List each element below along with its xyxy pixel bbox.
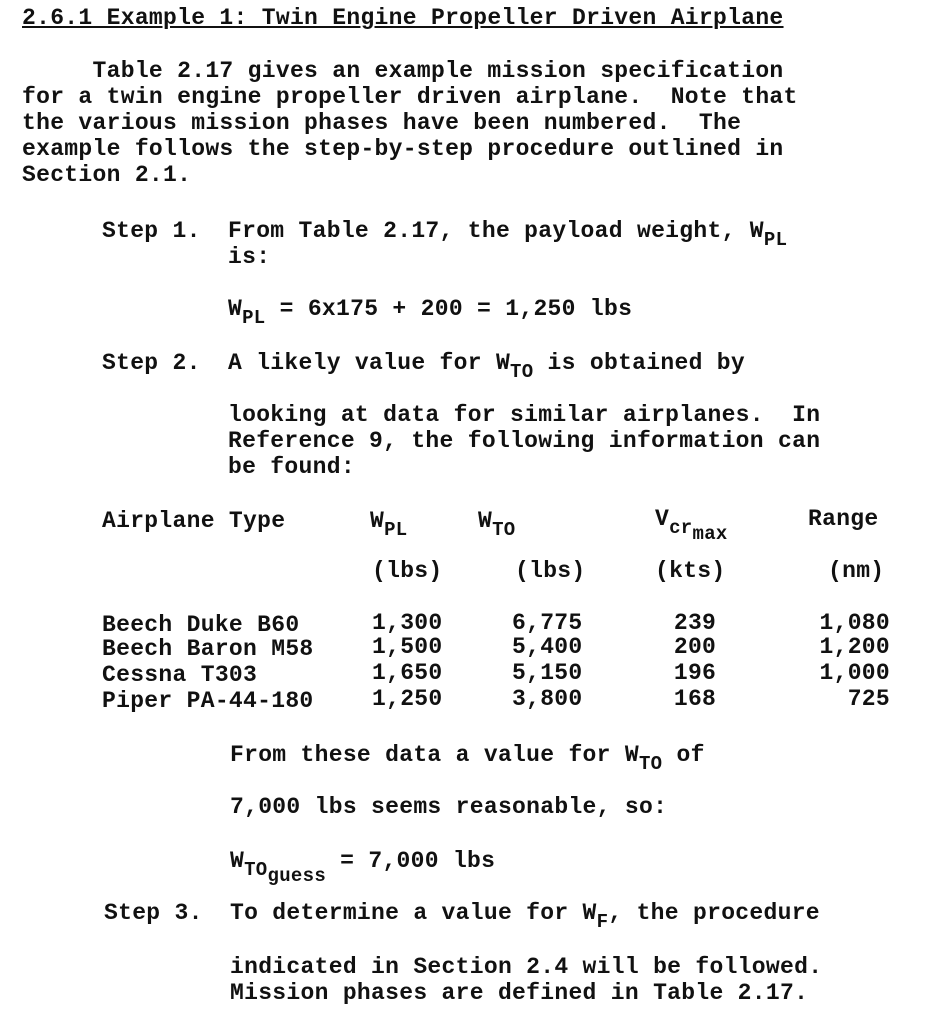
step1-line-1: From Table 2.17, the payload weight, $W_{PL}$: [228, 218, 788, 251]
cell-wto: 6,775: [512, 610, 583, 636]
cell-vcrmax: 200: [673, 634, 717, 660]
step2-line-4: be found:: [228, 454, 355, 480]
step1-equation: $W_{PL} = 6x175 + 200 = 1,250$ lbs: [228, 296, 633, 329]
cell-wto: 5,150: [512, 660, 583, 686]
unit-vcrmax: (kts): [655, 558, 726, 584]
cell-vcrmax: 196: [673, 660, 717, 686]
cell-type: Beech Duke B60: [102, 612, 300, 638]
cell-range: 1,000: [819, 660, 890, 686]
cell-vcrmax: 168: [673, 686, 717, 712]
intro-line-2: for a twin engine propeller driven airplane. Note that: [22, 84, 798, 110]
intro-line-4: example follows the step-by-step procedure outlined in: [22, 136, 784, 162]
cell-type: Beech Baron M58: [102, 636, 314, 662]
step2-label: Step 2.: [102, 350, 201, 376]
cell-wto: 5,400: [512, 634, 583, 660]
cell-wpl: 1,250: [372, 686, 443, 712]
cell-wpl: 1,300: [372, 610, 443, 636]
section-heading: 2.6.1 Example 1: Twin Engine Propeller Driven Airplane: [22, 5, 784, 31]
cell-range: 1,200: [819, 634, 890, 660]
unit-range: (nm): [828, 558, 885, 584]
cell-range: 725: [847, 686, 890, 712]
cell-type: Cessna T303: [102, 662, 258, 688]
after-table-line-2: 7,000 lbs seems reasonable, so:: [230, 794, 668, 820]
step3-line-3: Mission phases are defined in Table 2.17.: [230, 980, 809, 1006]
cell-type: Piper PA-44-180: [102, 688, 314, 714]
step3-line-2: indicated in Section 2.4 will be followed.: [230, 954, 823, 980]
col-header-range: Range: [808, 506, 879, 532]
unit-wpl: (lbs): [372, 558, 443, 584]
cell-wpl: 1,500: [372, 634, 443, 660]
step1-line-2: is:: [228, 244, 271, 270]
col-header-vcrmax: $V_{crmax}$: [655, 506, 728, 545]
intro-line-3: the various mission phases have been numbered. The: [22, 110, 742, 136]
unit-wto: (lbs): [515, 558, 586, 584]
intro-line-1: Table 2.17 gives an example mission specification: [22, 58, 784, 84]
step2-line-2: looking at data for similar airplanes. In: [228, 402, 821, 428]
wto-guess-equation: $W_{TOguess} = 7,000$ lbs: [230, 848, 496, 887]
cell-wto: 3,800: [512, 686, 583, 712]
intro-line-5: Section 2.1.: [22, 162, 192, 188]
step3-line-1: To determine a value for $W_F$, the procedure: [230, 900, 820, 933]
col-header-wpl: $W_{PL}$: [370, 508, 408, 541]
step1-label: Step 1.: [102, 218, 201, 244]
step3-label: Step 3.: [104, 900, 203, 926]
col-header-airplane-type: Airplane Type: [102, 508, 286, 534]
cell-range: 1,080: [819, 610, 890, 636]
after-table-line-1: From these data a value for $W_{TO}$ of: [230, 742, 705, 775]
cell-wpl: 1,650: [372, 660, 443, 686]
step2-line-1: A likely value for $W_{TO}$ is obtained by: [228, 350, 745, 383]
col-header-wto: $W_{TO}$: [478, 508, 516, 541]
cell-vcrmax: 239: [673, 610, 717, 636]
step2-line-3: Reference 9, the following information can: [228, 428, 821, 454]
